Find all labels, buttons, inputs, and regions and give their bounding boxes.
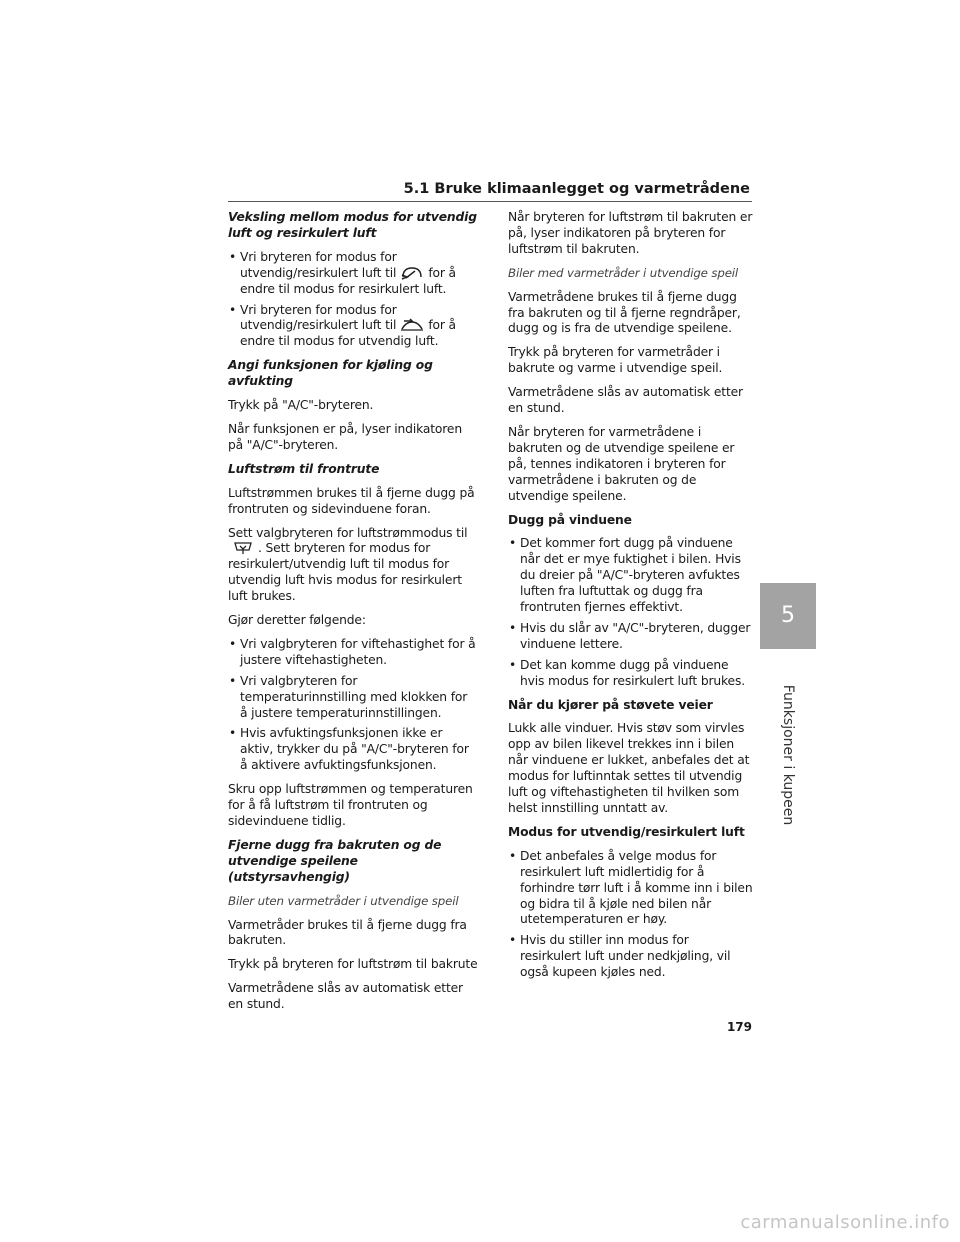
- heading-windshield-airflow: Luftstrøm til frontrute: [228, 461, 380, 476]
- paragraph: Når bryteren for varmetrådene i bakruten og de utvendige speilene er på, tennes indikatoren i bryteren for varmetrådene i bakruten og de utvendige speilene.: [508, 424, 735, 503]
- paragraph: Trykk på "A/C"-bryteren.: [228, 398, 374, 413]
- page-header: 5.1 Bruke klimaanlegget og varmetrådene: [403, 181, 750, 197]
- recirculated-air-icon: [400, 266, 424, 280]
- list-item: • Vri bryteren for modus for utvendig/resirkulert luft til for å endre til modus for utvendig luft.: [228, 303, 478, 351]
- list-item: • Vri valgbryteren for temperaturinnstilling med klokken for å justere temperaturinnstillingen.: [228, 674, 478, 722]
- air-mode-tips-list: [508, 849, 753, 981]
- paragraph: Trykk på bryteren for varmetråder i bakrute og varme i utvendige speil.: [508, 345, 723, 376]
- paragraph: Skru opp luftstrømmen og temperaturen for å få luftstrøm til frontruten og sidevinduene tidlig.: [228, 782, 473, 828]
- paragraph: Varmetråder brukes til å fjerne dugg fra bakruten.: [228, 917, 467, 948]
- subheading: Biler uten varmetråder i utvendige speil: [228, 893, 459, 908]
- paragraph: Når bryteren for luftstrøm til bakruten er på, lyser indikatoren på bryteren for luftstrøm til bakruten.: [508, 210, 753, 256]
- heading-dusty-roads: Når du kjører på støvete veier: [508, 697, 713, 712]
- paragraph: Når funksjonen er på, lyser indikatoren på "A/C"-bryteren.: [228, 421, 462, 452]
- list-item: • Det kommer fort dugg på vinduene når det er mye fuktighet i bilen. Hvis du dreier på "A/C"-bryteren avfuktes luften fra luftuttak og dugg fra frontruten fjernes effektivt.: [508, 536, 753, 616]
- heading-air-mode-switch: Veksling mellom modus for utvendig luft og resirkulert luft: [228, 210, 477, 240]
- list-item: • Vri bryteren for modus for utvendig/resirkulert luft til for å endre til modus for resirkulert luft.: [228, 250, 478, 298]
- list-item: • Det kan komme dugg på vinduene hvis modus for resirkulert luft brukes.: [508, 658, 753, 690]
- list-item: • Det anbefales å velge modus for resirkulert luft midlertidig for å forhindre tørr luft i å komme inn i bilen og bidra til å kjøle ned bilen når utetemperaturen er høy.: [508, 849, 753, 929]
- page-number: 179: [726, 1020, 752, 1034]
- steps-list: [228, 637, 478, 774]
- outside-air-icon: [400, 318, 424, 332]
- list-item: • Vri valgbryteren for viftehastighet for å justere viftehastigheten.: [228, 637, 478, 669]
- watermark: carmanualsonline.info: [740, 1212, 950, 1233]
- paragraph: Sett valgbryteren for luftstrømmodus til. Sett bryteren for modus for resirkulert/utvendig luft til modus for utvendig luft hvis modus for resirkulert luft brukes.: [228, 525, 468, 604]
- heading-cooling-dehumidify: Angi funksjonen for kjøling og avfukting: [228, 358, 433, 389]
- header-rule: [228, 201, 752, 202]
- left-column: [228, 210, 478, 1021]
- fog-list: [508, 536, 753, 689]
- heading-window-fog: Dugg på vinduene: [508, 512, 632, 527]
- paragraph: Varmetrådene brukes til å fjerne dugg fra bakruten og til å fjerne regndråper, dugg og is fra de utvendige speilene.: [508, 289, 741, 336]
- heading-air-mode: Modus for utvendig/resirkulert luft: [508, 824, 745, 839]
- paragraph: Varmetrådene slås av automatisk etter en stund.: [508, 385, 743, 416]
- paragraph: Gjør deretter følgende:: [228, 613, 366, 628]
- chapter-side-label: Funksjoner i kupeen: [780, 684, 796, 826]
- right-column: [508, 210, 753, 989]
- list-item: • Hvis du slår av "A/C"-bryteren, dugger vinduene lettere.: [508, 621, 753, 653]
- list-item: • Hvis du stiller inn modus for resirkulert luft under nedkjøling, vil også kupeen kjøles ned.: [508, 933, 753, 981]
- subheading: Biler med varmetråder i utvendige speil: [508, 265, 739, 280]
- paragraph: Varmetrådene slås av automatisk etter en stund.: [228, 981, 463, 1012]
- paragraph: Luftstrømmen brukes til å fjerne dugg på frontruten og sidevinduene foran.: [228, 485, 475, 516]
- chapter-tab: 5: [760, 583, 816, 649]
- windshield-airflow-icon: [232, 541, 254, 555]
- list-item: • Hvis avfuktingsfunksjonen ikke er aktiv, trykker du på "A/C"-bryteren for å aktivere avfuktingsfunksjonen.: [228, 726, 478, 774]
- paragraph: Lukk alle vinduer. Hvis støv som virvles opp av bilen likevel trekkes inn i bilen når vinduene er lukket, anbefales det at modus for luftinntak settes til utvendig luft og viftehastigheten til hvilken som helst innstilling unntatt av.: [508, 721, 750, 815]
- paragraph: Trykk på bryteren for luftstrøm til bakrute: [228, 957, 478, 972]
- heading-rear-defog: Fjerne dugg fra bakruten og de utvendige speilene (utstyrsavhengig): [228, 837, 442, 884]
- air-mode-list: [228, 250, 478, 350]
